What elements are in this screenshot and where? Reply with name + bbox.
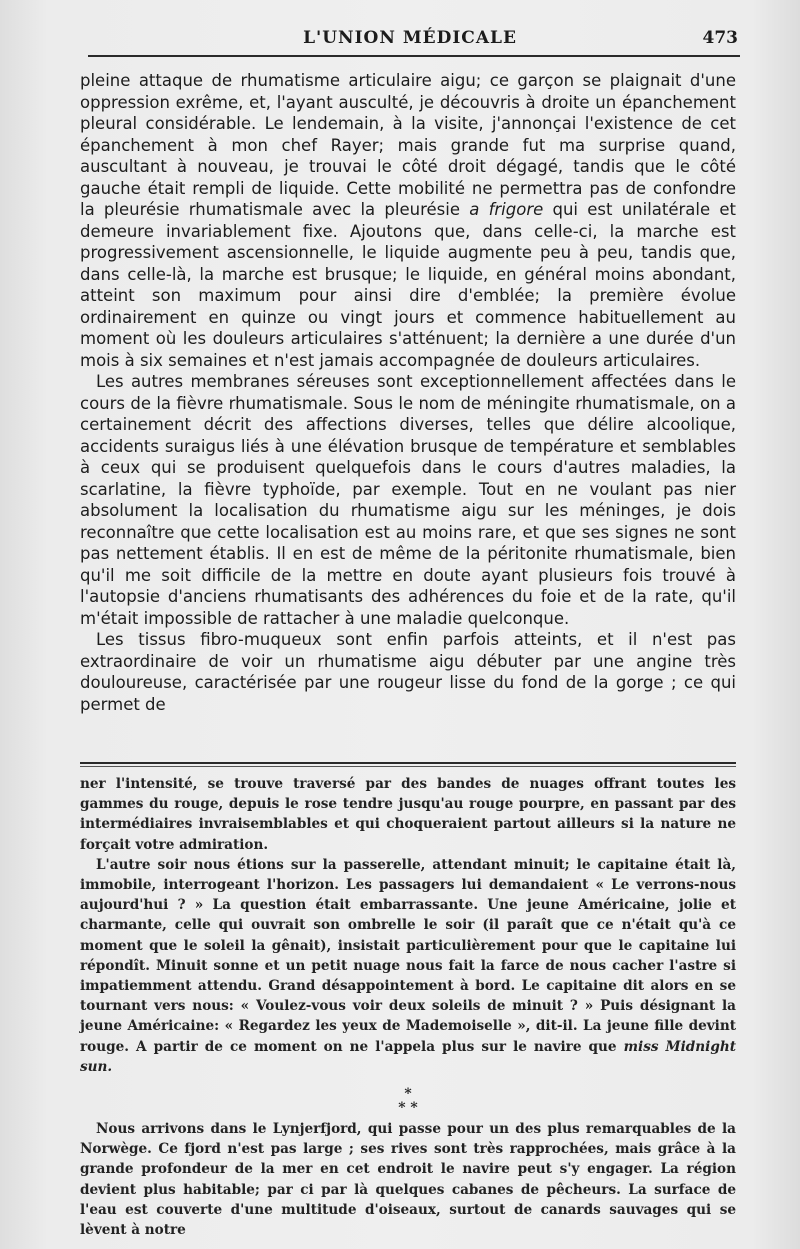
asterism — [80, 1087, 736, 1115]
page-number: 473 — [702, 28, 738, 48]
feuilleton-paragraph-2-text: L'autre soir nous étions sur la passerelle, attendant minuit; le capitaine était là, immobile, interrogeant l'horizon. Les passagers lui demandaient « Le verrons-nous aujourd'hui ? » La question était embarrassante. Une jeune Américaine, jolie et charmante, celle qui ouvrait son ombrelle le soir (il paraît que ce n'était qu'à ce moment que le soleil la gênait), insistait particulièrement pour que le capitaine lui répondît. Minuit sonne et un petit nuage nous fait la farce de nous cacher l'astre si impatiemment attendu. Grand désappointement à bord. Le capitaine dit alors en se tournant vers nous: « Voulez-vous voir deux soleils de minuit ? » Puis désignant la jeune Américaine: « Regardez les yeux de Mademoiselle », dit-il. La jeune fille devint rouge. A partir de ce moment on ne l'appela plus sur le navire que — [80, 856, 736, 1055]
asterism-bottom: * * — [398, 1100, 418, 1117]
running-title: L'UNION MÉDICALE — [303, 28, 517, 48]
feuilleton-rule-thin — [80, 766, 736, 767]
paragraph-2: Les autres membranes séreuses sont exceptionnellement affectées dans le cours de la fièvre rhumatismale. Sous le nom de méningite rhumatismale, on a certainement décrit des affections diverses, telles que délire alcoolique, accidents suraigus liés à une élévation brusque de température et semblables à ceux qui se produisent quelquefois dans le cours d'autres maladies, la scarlatine, la fièvre typhoïde, par exemple. Tout en ne voulant pas nier absolument la localisation du rhumatisme aigu sur les méninges, je dois reconnaître que cette localisation est au moins rare, et que ses signes ne sont pas nettement établis. Il en est de même de la péritonite rhumatismale, bien qu'il me soit difficile de la mettre en doute ayant plusieurs fois trouvé à l'autopsie d'anciens rhumatisants des adhérences du foie et de la rate, qu'il m'était impossible de rattacher à une maladie quelconque. — [80, 372, 736, 628]
paragraph-1-start: pleine attaque de rhumatisme articulaire aigu; ce garçon se plaignait d'une oppression exrême, et, l'ayant ausculté, je découvris à droite un épanchement pleural considérable. Le lendemain, à la visite, j'annonçai l'existence de cet épanchement à mon chef Rayer; mais grande fut ma surprise quand, auscultant à nouveau, je trouvai le côté droit dégagé, tandis que le côté gauche était rempli de liquide. Cette mobilité ne permettra pas de confondre la pleurésie rhumatismale avec la pleurésie — [80, 71, 736, 219]
main-text — [80, 70, 736, 715]
feuilleton-paragraph-1: ner l'intensité, se trouve traversé par des bandes de nuages offrant toutes les gammes du rouge, depuis le rose tendre jusqu'au rouge pourpre, en passant par des intermédiaires invraisemblables et qui choqueraient partout ailleurs si la nature ne forçait votre admiration. — [80, 776, 736, 853]
paragraph-1-italic: a frigore — [469, 200, 544, 219]
asterism-top: * — [404, 1086, 412, 1103]
paragraph-1 — [80, 70, 736, 371]
feuilleton-paragraph-3: Nous arrivons dans le Lynjerfjord, qui passe pour un des plus remarquables de la Norwège. Ce fjord n'est pas large ; ses rives sont très rapprochées, mais grâce à la grande profondeur de la mer en cet endroit le navire peut s'y engager. La région devient plus habitable; par ci par là quelques cabanes de pêcheurs. La surface de l'eau est couverte d'une multitude d'oiseaux, surtout de canards sauvages qui se lèvent à notre — [80, 1121, 736, 1239]
paragraph-3: Les tissus fibro-muqueux sont enfin parfois atteints, et il n'est pas extraordinaire de voir un rhumatisme aigu débuter par une angine très douloureuse, caractérisée par une rougeur lisse du fond de la gorge ; ce qui permet de — [80, 630, 736, 714]
feuilleton — [80, 774, 736, 1240]
running-header — [80, 20, 740, 60]
header-rule — [88, 55, 740, 57]
paragraph-1-rest: qui est unilatérale et demeure invariablement fixe. Ajoutons que, dans celle-ci, la marche est progressivement ascensionnelle, le liquide augmente peu à peu, tandis que, dans celle-là, la marche est brusque; le liquide, en général moins abondant, atteint son maximum pour ainsi dire d'emblée; la première évolue ordinairement en quinze ou vingt jours et commence habituellement au moment où les douleurs articulaires s'atténuent; la dernière a une durée d'un mois à six semaines et n'est jamais accompagnée de douleurs articulaires. — [80, 200, 737, 370]
feuilleton-paragraph-2-italic: miss Midnight sun. — [80, 1038, 736, 1075]
feuilleton-paragraph-2 — [80, 855, 736, 1077]
feuilleton-rule — [80, 762, 736, 764]
